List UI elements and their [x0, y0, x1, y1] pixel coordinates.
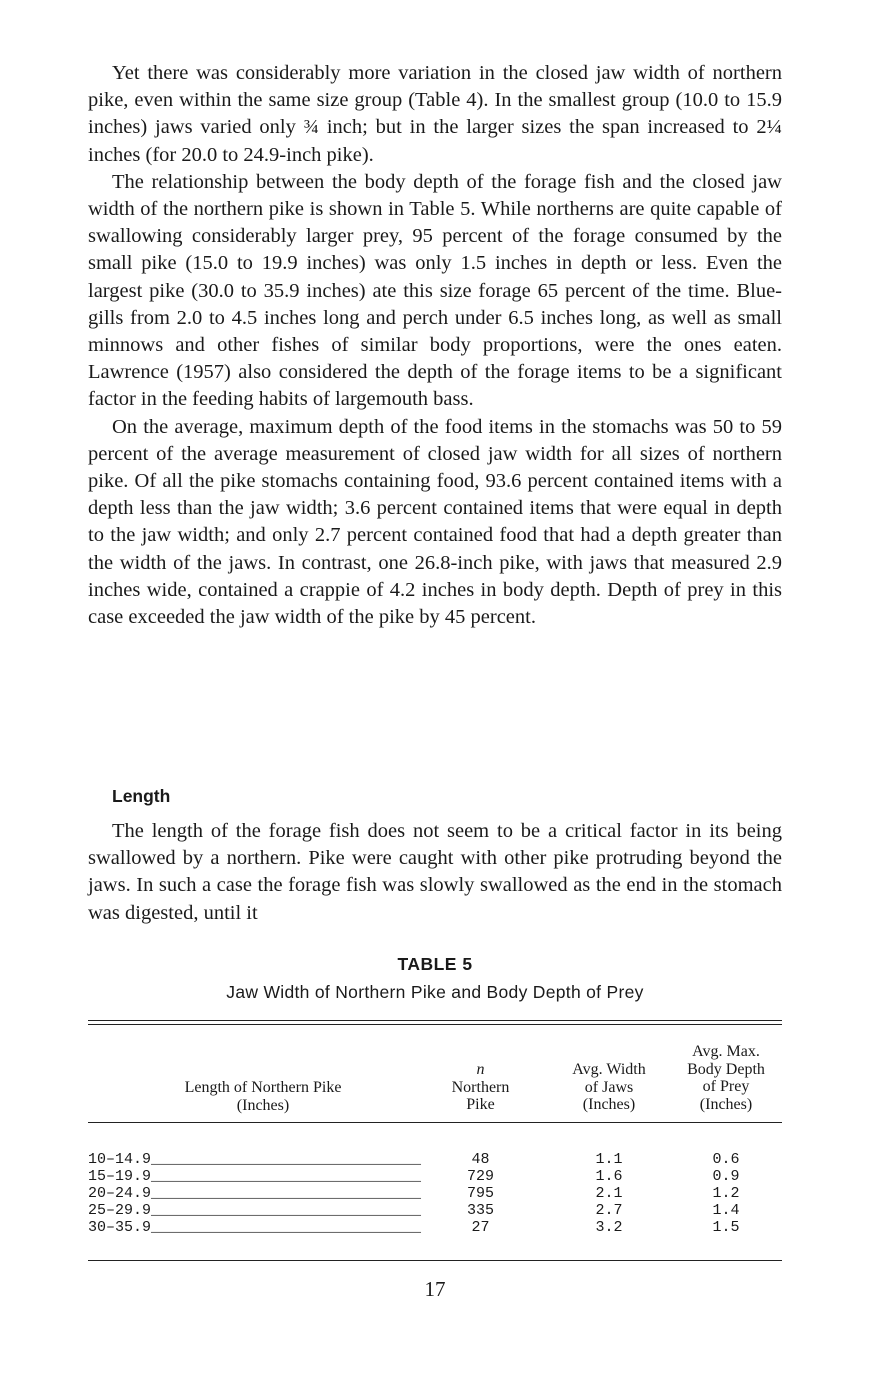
header-length: [128, 1079, 398, 1114]
row-width: 2.7: [595, 1202, 623, 1219]
row-depth: 0.9: [712, 1168, 740, 1185]
paragraph-jaw-variation: Yet there was considerably more variation in the closed jaw width of northern pike, even within the same size group (Table 4). In the smallest group (10.0 to 15.9 inches) jaws varied only ¾ inch; but in the larger sizes the span increased to 2¼ inches (for 20.0 to 24.9-inch pike).: [88, 62, 782, 166]
header-width-line-2: of Jaws: [584, 1078, 634, 1096]
section-heading-length: Length: [112, 786, 171, 806]
table-row: [88, 1185, 782, 1203]
header-depth-line-4: (Inches): [699, 1095, 753, 1113]
table-row: [88, 1151, 782, 1169]
table-title: TABLE 5: [397, 954, 473, 974]
header-depth-line-3: of Prey: [702, 1078, 750, 1095]
table-row: [88, 1168, 782, 1186]
header-depth-line-1: Avg. Max.: [692, 1043, 760, 1060]
row-depth: 1.5: [712, 1219, 740, 1236]
paragraph-average-depth: On the average, maximum depth of the food items in the stomachs was 50 to 59 percent of the average measurement of closed jaw width for all sizes of northern pike. Of all the pike stomachs containing food, 93.6 percent contained items with a depth less than the jaw width; 3.6 percent contained items that were equal in depth to the jaw width; and only 2.7 percent contained food that had a depth greater than the width of the jaws. In contrast, one 26.8-inch pike, with jaws that measured 2.9 inches wide, contained a crappie of 4.2 inches in body depth. Depth of prey in this case exceeded the jaw width of the pike by 45 percent.: [88, 415, 782, 629]
page-number: 17: [424, 1277, 446, 1301]
header-depth-line-2: Body Depth: [687, 1060, 765, 1078]
row-label: 10–14.9______________________________: [88, 1151, 422, 1168]
row-width: 2.1: [595, 1185, 623, 1202]
paragraph-body-depth: The relationship between the body depth of the forage fish and the closed jaw width of the northern pike is shown in Table 5. While northerns are quite capable of swallowing considerably larger prey, 95 percent of the forage consumed by the small pike (15.0 to 19.9 inches) was only 1.5 inches in depth or less. Even the largest pike (30.0 to 35.9 inches) ate this size forage 65 percent of the time. Blue-gills from 2.0 to 4.5 inches long and perch under 6.5 inches long, as well as small minnows and other fishes of similar body proportions, were the ones eaten. Lawrence (1957) also considered the depth of the forage items to be a significant factor in the feeding habits of largemouth bass.: [88, 170, 782, 411]
row-label: 20–24.9______________________________: [88, 1185, 422, 1202]
row-width: 1.6: [595, 1168, 623, 1185]
row-label: 15–19.9______________________________: [88, 1168, 422, 1185]
row-n: 27: [471, 1219, 490, 1236]
row-depth: 1.2: [712, 1185, 740, 1202]
header-width-line-3: (Inches): [582, 1096, 636, 1113]
table-header-rule: [88, 1122, 782, 1123]
row-width: 3.2: [595, 1219, 623, 1236]
table-top-rule-2: [88, 1024, 782, 1025]
table-row: [88, 1219, 782, 1237]
row-depth: 1.4: [712, 1202, 740, 1219]
header-n-line-1: n: [476, 1061, 485, 1078]
header-n-line-2: Northern: [451, 1078, 510, 1096]
row-label: 30–35.9______________________________: [88, 1219, 422, 1236]
row-n: 729: [466, 1168, 494, 1185]
header-length-line-1: Length of Northern Pike: [184, 1079, 342, 1096]
table-top-rule-1: [88, 1020, 782, 1021]
header-n-line-3: Pike: [466, 1096, 495, 1113]
header-width: [561, 1061, 657, 1114]
table-subtitle: Jaw Width of Northern Pike and Body Depth of Prey: [226, 982, 644, 1002]
table-row: [88, 1202, 782, 1220]
row-n: 335: [466, 1202, 494, 1219]
header-n: [443, 1061, 518, 1114]
header-length-line-2: (Inches): [236, 1096, 290, 1114]
intro-text: [88, 60, 782, 631]
paragraph-length: The length of the forage fish does not seem to be a critical factor in its being swallowed by a northern. Pike were caught with other pike protruding beyond the jaws. In such a case the forage fish was slowly swallowed as the end in the stomach was digested, until it: [88, 820, 782, 924]
row-width: 1.1: [595, 1151, 623, 1168]
header-depth: [670, 1043, 782, 1113]
row-n: 48: [471, 1151, 490, 1168]
header-width-line-1: Avg. Width: [572, 1061, 646, 1078]
length-text: [88, 818, 782, 927]
row-n: 795: [466, 1185, 494, 1202]
row-label: 25–29.9______________________________: [88, 1202, 422, 1219]
table-bottom-rule: [88, 1260, 782, 1261]
row-depth: 0.6: [712, 1151, 740, 1168]
